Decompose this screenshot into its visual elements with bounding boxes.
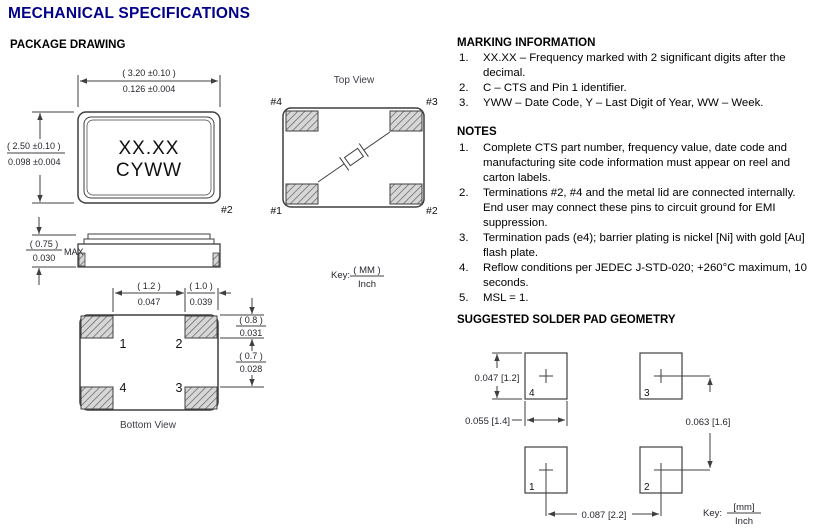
top-pad-1 (286, 184, 318, 204)
item-number: 2. (459, 82, 469, 94)
solder-pad3-num: 3 (644, 388, 650, 399)
top-pin4-label: #4 (270, 96, 282, 108)
package-drawing-heading: PACKAGE DRAWING (10, 39, 126, 51)
item-number: 1. (459, 52, 469, 64)
top-pad-3 (390, 111, 422, 131)
item-text: Complete CTS part number, frequency value, date code and manufacturing site code information must appear on reel and carton labels. (483, 142, 791, 184)
note-item-1 (457, 141, 811, 186)
bottom-dim10-inch: 0.039 (189, 297, 213, 307)
top-pad-2 (390, 184, 422, 204)
note-item-5 (457, 291, 811, 306)
bottom-pad-4 (81, 387, 113, 409)
solder-pad2-num: 2 (644, 482, 650, 493)
marking-frequency-text: XX.XX (118, 138, 180, 159)
right-text-column (457, 36, 811, 306)
marking-item-3 (457, 96, 811, 111)
bottom-dim07-mm: ( 0.7 ) (239, 351, 263, 361)
bottom-view (80, 315, 218, 410)
side-thickness-inch: 0.030 (32, 253, 56, 263)
units-key-mm-inch (331, 265, 384, 290)
front-width-inch: 0.126 ±0.004 (122, 84, 176, 94)
bottom-dim08-inch: 0.031 (239, 328, 263, 338)
item-text: MSL = 1. (483, 292, 529, 304)
bottom-dim12-inch: 0.047 (137, 297, 161, 307)
item-text: Termination pads (e4); barrier plating is nickel [Ni] with gold [Au] flash plate. (483, 232, 805, 259)
bottom-pad1-num: 1 (119, 337, 127, 351)
solder-key-inch: Inch (735, 516, 753, 527)
solder-pads (525, 353, 682, 493)
front-height-inch: 0.098 ±0.004 (8, 157, 61, 167)
page-title: MECHANICAL SPECIFICATIONS (8, 5, 251, 22)
package-drawing-figure (0, 55, 456, 460)
front-height-mm: ( 2.50 ±0.10 ) (7, 141, 61, 151)
item-number: 5. (459, 292, 469, 304)
bottom-pad4-num: 4 (119, 381, 127, 395)
key-mm: ( MM ) (353, 265, 381, 276)
solder-key-mm: [mm] (733, 502, 755, 513)
top-pin1-label: #1 (270, 205, 282, 217)
key-inch: Inch (358, 279, 376, 290)
top-pin2-label: #2 (426, 205, 438, 217)
item-text: Reflow conditions per JEDEC J-STD-020; +260°C maximum, 10 seconds. (483, 262, 807, 289)
bottom-pad-3 (185, 387, 217, 409)
marking-information-heading: MARKING INFORMATION (457, 37, 596, 49)
bottom-pad-1 (81, 316, 113, 338)
item-text: C – CTS and Pin 1 identifier. (483, 82, 627, 94)
top-pad-4 (286, 111, 318, 131)
item-number: 3. (459, 232, 469, 244)
solder-dim-width-text: 0.055 [1.4] (465, 416, 510, 427)
item-number: 3. (459, 97, 469, 109)
solder-dim-height-text: 0.047 [1.2] (474, 373, 520, 384)
solder-dim-vpitch-text: 0.063 [1.6] (685, 417, 731, 428)
key-label: Key: (331, 270, 351, 281)
item-text: YWW – Date Code, Y – Last Digit of Year, WW – Week. (483, 97, 764, 109)
note-item-3 (457, 231, 811, 261)
side-view (78, 234, 220, 267)
solder-units-key (703, 502, 761, 527)
front-width-mm: ( 3.20 ±0.10 ) (122, 68, 176, 78)
side-termination-right (213, 253, 219, 266)
solder-pad-figure (460, 340, 816, 530)
top-view-label: Top View (333, 75, 375, 86)
bottom-pad-2 (185, 316, 217, 338)
bottom-pad3-num: 3 (175, 381, 183, 395)
top-pin3-label: #3 (426, 96, 438, 108)
side-thickness-mm: ( 0.75 ) (29, 239, 59, 249)
bottom-dim08-mm: ( 0.8 ) (239, 315, 263, 325)
solder-dim-hpitch-text: 0.087 [2.2] (581, 510, 627, 521)
bottom-dim07-inch: 0.028 (239, 364, 263, 374)
front-pin2-label: #2 (221, 204, 233, 216)
bottom-dim12-mm: ( 1.2 ) (137, 281, 161, 291)
item-number: 2. (459, 187, 469, 199)
item-number: 4. (459, 262, 469, 274)
solder-pad4-num: 4 (529, 388, 535, 399)
note-item-2 (457, 186, 811, 231)
item-text: XX.XX – Frequency marked with 2 significant digits after the decimal. (483, 52, 786, 79)
solder-dim-width (512, 401, 567, 426)
side-max-label: MAX (64, 247, 84, 257)
marking-datecode-text: CYWW (115, 160, 183, 181)
marking-item-2 (457, 81, 811, 96)
item-number: 1. (459, 142, 469, 154)
marking-item-1 (457, 51, 811, 81)
bottom-view-label: Bottom View (120, 420, 176, 431)
bottom-pad2-num: 2 (175, 337, 183, 351)
solder-pad-geometry-heading: SUGGESTED SOLDER PAD GEOMETRY (457, 314, 676, 326)
top-view (283, 108, 424, 207)
notes-heading: NOTES (457, 126, 497, 138)
item-text: Terminations #2, #4 and the metal lid are connected internally. End user may connect these pins to circuit ground for EMI suppression. (483, 187, 796, 229)
solder-key-label: Key: (703, 508, 723, 519)
bottom-dim10-mm: ( 1.0 ) (189, 281, 213, 291)
note-item-4 (457, 261, 811, 291)
solder-pad1-num: 1 (529, 482, 535, 493)
